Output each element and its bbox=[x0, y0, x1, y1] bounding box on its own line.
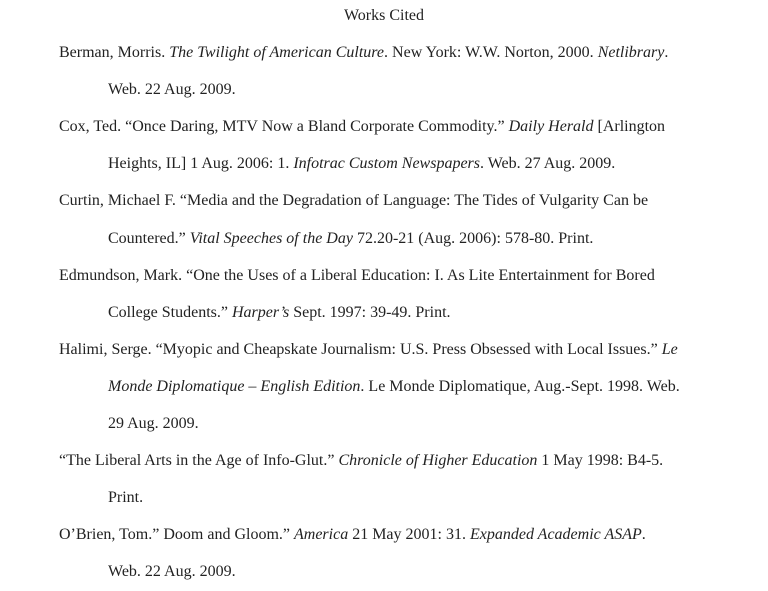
citation-text: Print. bbox=[108, 489, 144, 506]
citation-text: . bbox=[664, 44, 669, 61]
citation-text: College Students.” bbox=[108, 304, 232, 321]
citation-continuation-line bbox=[108, 154, 615, 174]
citation-italic-title: Vital Speeches of the Day bbox=[189, 230, 353, 247]
citation-line bbox=[59, 117, 665, 137]
citation-line bbox=[59, 451, 663, 471]
citation-text: Cox, Ted. “Once Daring, MTV Now a Bland Corporate Commodity.” bbox=[59, 118, 509, 135]
citation-line bbox=[59, 266, 655, 286]
citation-italic-title: Netlibrary bbox=[597, 44, 665, 61]
citation-text: Web. 22 Aug. 2009. bbox=[108, 563, 236, 580]
citation-text: 1 May 1998: B4-5. bbox=[537, 452, 664, 469]
citation-text: . bbox=[641, 526, 646, 543]
citation-text: . Web. 27 Aug. 2009. bbox=[480, 155, 616, 172]
citation-continuation-line bbox=[108, 377, 680, 397]
citation-text: Heights, IL] 1 Aug. 2006: 1. bbox=[108, 155, 294, 172]
citation-text: 21 May 2001: 31. bbox=[348, 526, 470, 543]
citation-italic-title: Expanded Academic ASAP bbox=[469, 526, 642, 543]
citation-text: Berman, Morris. bbox=[59, 44, 170, 61]
citation-continuation-line bbox=[108, 303, 451, 323]
citation-text: . Le Monde Diplomatique, Aug.-Sept. 1998. Web. bbox=[360, 378, 680, 395]
citation-text: Edmundson, Mark. “One the Uses of a Liberal Education: I. As Lite Entertainment for Bored bbox=[59, 267, 655, 284]
citation-text: Halimi, Serge. “Myopic and Cheapskate Journalism: U.S. Press Obsessed with Local Issues.” bbox=[59, 341, 662, 358]
citation-continuation-line bbox=[108, 229, 593, 249]
citation-continuation-line bbox=[108, 562, 236, 582]
citation-italic-title: Harper’s bbox=[231, 304, 290, 321]
page-title: Works Cited bbox=[343, 7, 425, 24]
citation-line bbox=[59, 191, 648, 211]
citation-line bbox=[59, 340, 678, 360]
citation-text: Countered.” bbox=[108, 230, 190, 247]
citation-italic-title: Chronicle of Higher Education bbox=[338, 452, 538, 469]
citation-italic-title: Monde Diplomatique – English Edition bbox=[108, 378, 361, 395]
citation-text: Web. 22 Aug. 2009. bbox=[108, 81, 236, 98]
citation-italic-title: Le bbox=[661, 341, 678, 358]
citation-text: “The Liberal Arts in the Age of Info-Glut.” bbox=[59, 452, 339, 469]
citation-continuation-line bbox=[108, 414, 199, 434]
citation-text: Sept. 1997: 39-49. Print. bbox=[289, 304, 451, 321]
citation-text: . New York: W.W. Norton, 2000. bbox=[384, 44, 598, 61]
citation-continuation-line bbox=[108, 80, 236, 100]
citation-italic-title: Daily Herald bbox=[508, 118, 594, 135]
citation-text: O’Brien, Tom.” Doom and Gloom.” bbox=[59, 526, 294, 543]
citation-text: Curtin, Michael F. “Media and the Degradation of Language: The Tides of Vulgarity Can be bbox=[59, 192, 649, 209]
citation-continuation-line bbox=[108, 488, 143, 508]
citation-line bbox=[59, 43, 668, 63]
citation-text: 29 Aug. 2009. bbox=[108, 415, 199, 432]
citation-text: [Arlington bbox=[593, 118, 666, 135]
citation-italic-title: Infotrac Custom Newspapers bbox=[293, 155, 480, 172]
citation-line bbox=[59, 525, 646, 545]
citation-italic-title: America bbox=[294, 526, 349, 543]
citation-italic-title: The Twilight of American Culture bbox=[169, 44, 385, 61]
citation-text: 72.20-21 (Aug. 2006): 578-80. Print. bbox=[352, 230, 594, 247]
